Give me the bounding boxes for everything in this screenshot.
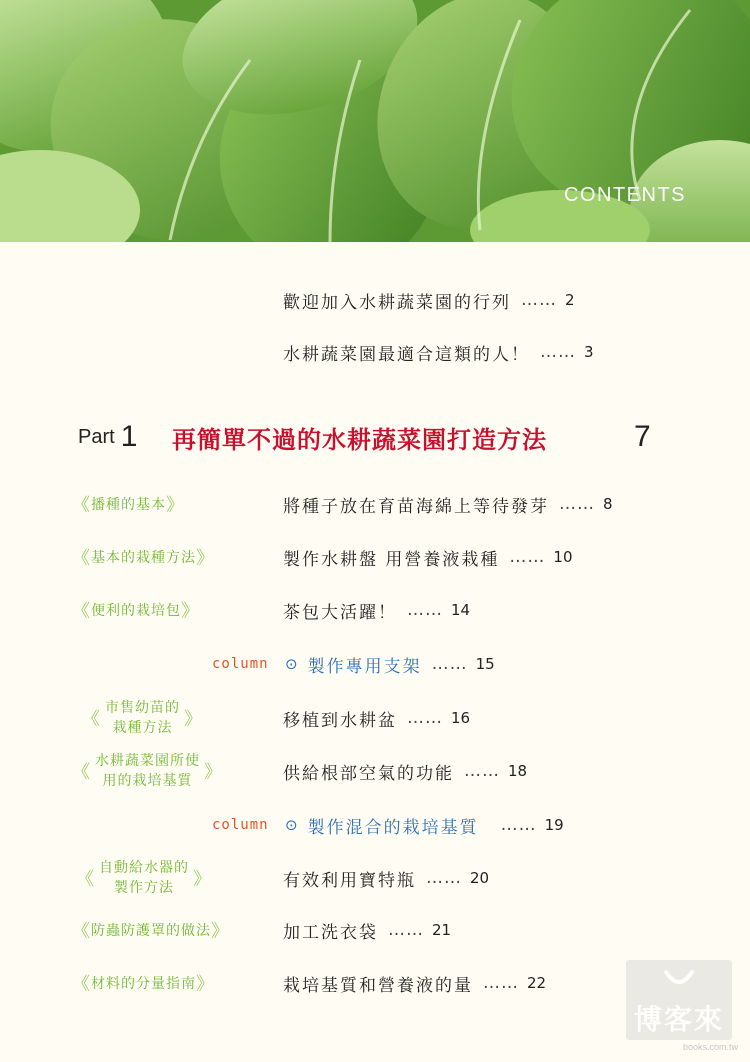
tag-line: 栽種方法 <box>112 720 173 736</box>
entry-title: 歡迎加入水耕蔬菜園的行列 <box>283 292 511 313</box>
page-number: 3 <box>584 343 594 361</box>
tag-text <box>105 698 180 738</box>
section-tag <box>72 856 272 900</box>
quote-close: 》 <box>184 709 203 730</box>
toc-entry <box>283 856 489 900</box>
leader-dots: …… <box>559 494 595 514</box>
part-label <box>78 414 137 460</box>
toc-entry <box>285 805 564 845</box>
leader-dots: …… <box>407 600 443 620</box>
tag-text: 材料的分量指南 <box>91 976 196 992</box>
column-title: 製作混合的栽培基質 <box>307 817 479 838</box>
quote-open: 《 <box>72 548 91 569</box>
tag-line: 用的栽培基質 <box>102 773 193 789</box>
toc-entry <box>283 332 594 372</box>
tag-line: 水耕蔬菜園所使 <box>95 753 200 769</box>
leader-dots: …… <box>407 708 443 728</box>
leader-dots: …… <box>464 761 500 781</box>
toc-row[interactable] <box>0 537 750 577</box>
toc-row[interactable] <box>0 696 750 740</box>
part-number: 1 <box>120 420 138 453</box>
toc-entry <box>283 590 470 630</box>
entry-title: 栽培基質和營養液的量 <box>283 975 473 996</box>
leader-dots: …… <box>388 920 424 940</box>
toc-entry <box>283 280 575 320</box>
intro-row[interactable] <box>0 332 750 372</box>
quote-close: 》 <box>211 921 230 942</box>
tag-line: 市售幼苗的 <box>105 700 180 716</box>
entry-title: 移植到水耕盆 <box>283 710 397 731</box>
quote-close: 》 <box>196 974 215 995</box>
entry-title: 製作水耕盤 用營養液栽種 <box>283 549 500 570</box>
entry-title: 水耕蔬菜園最適合這類的人！ <box>283 344 530 365</box>
quote-close: 》 <box>193 869 212 890</box>
column-label: column <box>212 656 269 672</box>
tag-text <box>99 858 189 898</box>
leader-dots: …… <box>431 654 468 674</box>
watermark-text: 博客來 <box>633 1003 724 1036</box>
tag-text: 便利的栽培包 <box>91 603 181 619</box>
page-number: 16 <box>451 709 471 727</box>
part-page-number: 7 <box>634 420 651 453</box>
circle-dot-icon: ⊙ <box>285 655 300 673</box>
section-tag <box>72 910 272 950</box>
section-tag <box>72 696 272 740</box>
page-number: 18 <box>508 762 528 780</box>
toc-row[interactable] <box>0 590 750 630</box>
entry-title: 茶包大活躍！ <box>283 602 397 623</box>
watermark-url: books.com.tw <box>682 1042 738 1052</box>
column-row[interactable] <box>0 644 750 684</box>
leader-dots: …… <box>483 973 519 993</box>
page-number: 22 <box>527 974 547 992</box>
entry-title: 將種子放在育苗海綿上等待發芽 <box>283 496 549 517</box>
page-number: 20 <box>470 869 490 887</box>
tag-text: 基本的栽種方法 <box>91 550 196 566</box>
header-leaf-photo <box>0 0 750 242</box>
part-heading[interactable] <box>0 414 750 460</box>
quote-open: 《 <box>76 869 95 890</box>
tag-line: 自動給水器的 <box>99 860 189 876</box>
section-tag <box>72 590 272 630</box>
circle-dot-icon: ⊙ <box>285 816 300 834</box>
page-number: 15 <box>475 655 495 673</box>
tag-text <box>95 751 200 791</box>
quote-close: 》 <box>166 495 185 516</box>
contents-title: CONTENTS <box>564 184 686 206</box>
leader-dots: …… <box>426 868 462 888</box>
quote-open: 《 <box>72 762 91 783</box>
section-tag <box>72 749 272 793</box>
leader-dots: …… <box>500 815 537 835</box>
quote-open: 《 <box>72 495 91 516</box>
quote-open: 《 <box>72 601 91 622</box>
leader-dots: …… <box>540 342 576 362</box>
intro-row[interactable] <box>0 280 750 320</box>
toc-entry <box>283 749 527 793</box>
column-label: column <box>212 817 269 833</box>
quote-close: 》 <box>204 762 223 783</box>
leader-dots: …… <box>509 547 546 567</box>
watermark-logo <box>620 960 738 1056</box>
page-number: 10 <box>553 548 573 566</box>
entry-title: 有效利用寶特瓶 <box>283 870 416 891</box>
quote-close: 》 <box>196 548 215 569</box>
toc-row[interactable] <box>0 910 750 950</box>
section-tag <box>72 537 272 577</box>
toc-row[interactable] <box>0 856 750 900</box>
toc-entry <box>283 537 573 577</box>
toc-row[interactable] <box>0 749 750 793</box>
toc-entry <box>283 963 546 1003</box>
column-title: 製作專用支架 <box>307 656 422 677</box>
part-word: Part <box>78 425 115 448</box>
tag-text: 播種的基本 <box>91 497 166 513</box>
page-number: 8 <box>603 495 613 513</box>
quote-open: 《 <box>82 709 101 730</box>
leader-dots: …… <box>521 290 557 310</box>
section-tag <box>72 484 272 524</box>
tag-line: 製作方法 <box>114 880 174 896</box>
toc-entry <box>283 910 451 950</box>
section-tag <box>72 963 272 1003</box>
quote-open: 《 <box>72 974 91 995</box>
column-row[interactable] <box>0 805 750 845</box>
quote-open: 《 <box>72 921 91 942</box>
part-title: 再簡單不過的水耕蔬菜園打造方法 <box>172 425 547 454</box>
toc-entry <box>283 484 613 524</box>
entry-title: 加工洗衣袋 <box>283 922 378 943</box>
page-number: 21 <box>432 921 452 939</box>
toc-entry <box>283 696 470 740</box>
page-number: 14 <box>451 601 471 619</box>
page-number: 19 <box>544 816 564 834</box>
tag-text: 防蟲防護罩的做法 <box>91 923 211 939</box>
toc-row[interactable] <box>0 484 750 524</box>
smile-icon <box>626 960 732 1000</box>
toc-entry <box>285 644 495 684</box>
page-number: 2 <box>565 291 575 309</box>
entry-title: 供給根部空氣的功能 <box>283 763 454 784</box>
quote-close: 》 <box>181 601 200 622</box>
